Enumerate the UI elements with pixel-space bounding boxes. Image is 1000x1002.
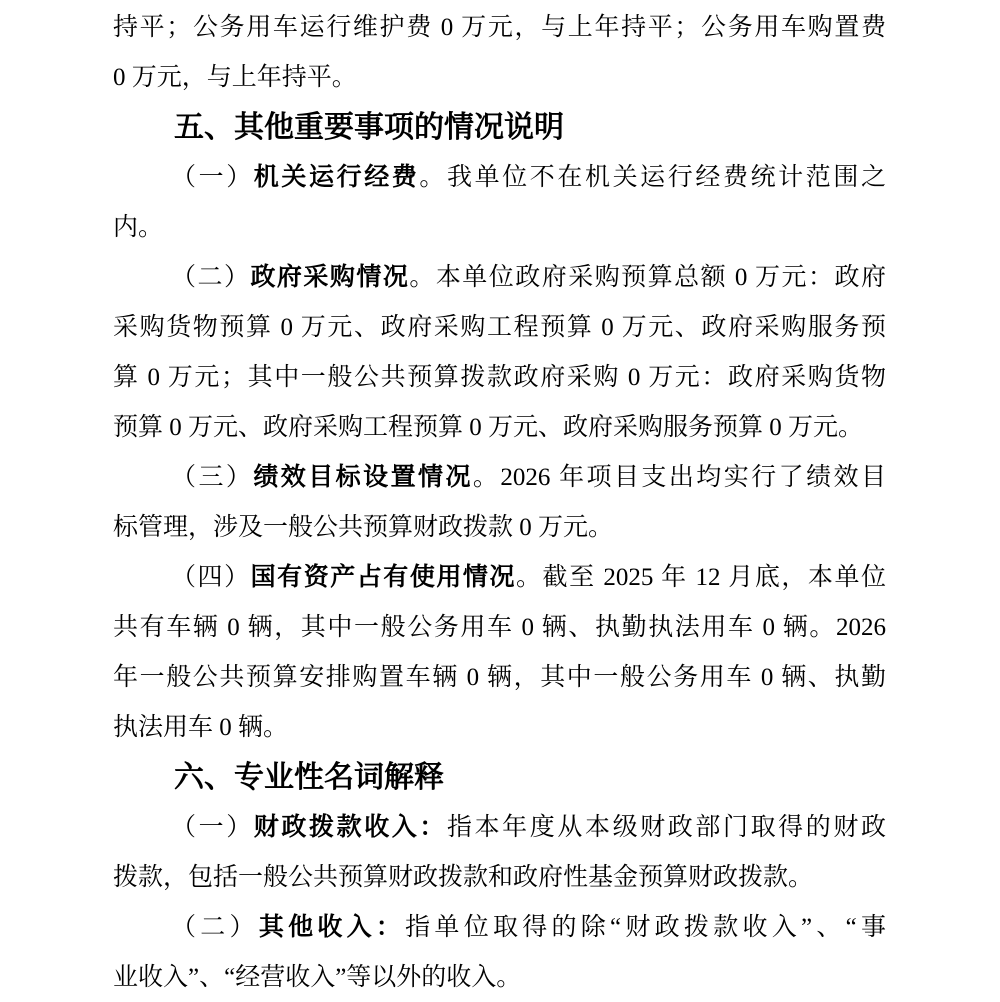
- text-segment: （四）: [171, 564, 251, 591]
- text-line: [113, 653, 886, 703]
- text-segment: 持平；公务用车运行维护费 0 万元，与上年持平；公务用车购置费: [113, 14, 886, 41]
- text-segment: 。2026 年项目支出均实行了绩效目: [472, 464, 886, 491]
- text-segment: 。我单位不在机关运行经费统计范围之: [419, 164, 886, 191]
- text-segment: （二）: [171, 914, 259, 941]
- text-segment: 指单位取得的除“财政拨款收入”、“事: [405, 914, 886, 941]
- bold-term: 政府采购情况: [250, 264, 410, 291]
- bold-term: 国有资产占有使用情况: [250, 564, 516, 591]
- text-segment: 业收入”、“经营收入”等以外的收入。: [113, 964, 522, 991]
- text-line: [113, 153, 886, 203]
- document-body: [113, 0, 886, 1002]
- text-segment: （一）: [171, 164, 254, 191]
- text-line: [113, 353, 886, 403]
- section-heading: [113, 103, 886, 153]
- text-line: [113, 553, 886, 603]
- text-segment: 共有车辆 0 辆，其中一般公务用车 0 辆、执勤执法用车 0 辆。2026: [113, 614, 886, 641]
- text-line: [113, 603, 886, 653]
- text-segment: 年一般公共预算安排购置车辆 0 辆，其中一般公务用车 0 辆、执勤: [113, 664, 886, 691]
- heading-text: 五、其他重要事项的情况说明: [174, 111, 564, 144]
- text-line: [113, 453, 886, 503]
- text-line: [113, 803, 886, 853]
- text-segment: 算 0 万元；其中一般公共预算拨款政府采购 0 万元：政府采购货物: [113, 364, 886, 391]
- section-heading: [113, 753, 886, 803]
- text-segment: 指本年度从本级财政部门取得的财政: [446, 814, 886, 841]
- text-line: [113, 503, 886, 553]
- bold-term: 其他收入：: [258, 914, 406, 941]
- text-line: [113, 903, 886, 953]
- text-segment: 标管理，涉及一般公共预算财政拨款 0 万元。: [113, 514, 614, 541]
- bold-term: 机关运行经费: [253, 164, 420, 191]
- text-segment: 。本单位政府采购预算总额 0 万元：政府: [409, 264, 886, 291]
- text-segment: 执法用车 0 辆。: [113, 714, 289, 741]
- text-line: [113, 303, 886, 353]
- text-segment: （二）: [171, 264, 251, 291]
- text-line: [113, 403, 886, 453]
- text-segment: 拨款，包括一般公共预算财政拨款和政府性基金预算财政拨款。: [113, 864, 814, 891]
- text-line: [113, 253, 886, 303]
- heading-text: 六、专业性名词解释: [174, 761, 444, 794]
- text-segment: 采购货物预算 0 万元、政府采购工程预算 0 万元、政府采购服务预: [113, 314, 886, 341]
- text-segment: 预算 0 万元、政府采购工程预算 0 万元、政府采购服务预算 0 万元。: [113, 414, 864, 441]
- bold-term: 绩效目标设置情况: [253, 464, 473, 491]
- text-line: [113, 853, 886, 903]
- text-line: [113, 53, 886, 103]
- text-segment: 0 万元，与上年持平。: [113, 64, 357, 91]
- bold-term: 财政拨款收入：: [253, 814, 447, 841]
- text-segment: （三）: [171, 464, 254, 491]
- text-line: [113, 703, 886, 753]
- text-line: [113, 3, 886, 53]
- text-line: [113, 203, 886, 253]
- text-segment: 。截至 2025 年 12 月底，本单位: [516, 564, 886, 591]
- text-segment: 内。: [113, 214, 164, 241]
- text-line: [113, 953, 886, 1002]
- text-segment: （一）: [171, 814, 254, 841]
